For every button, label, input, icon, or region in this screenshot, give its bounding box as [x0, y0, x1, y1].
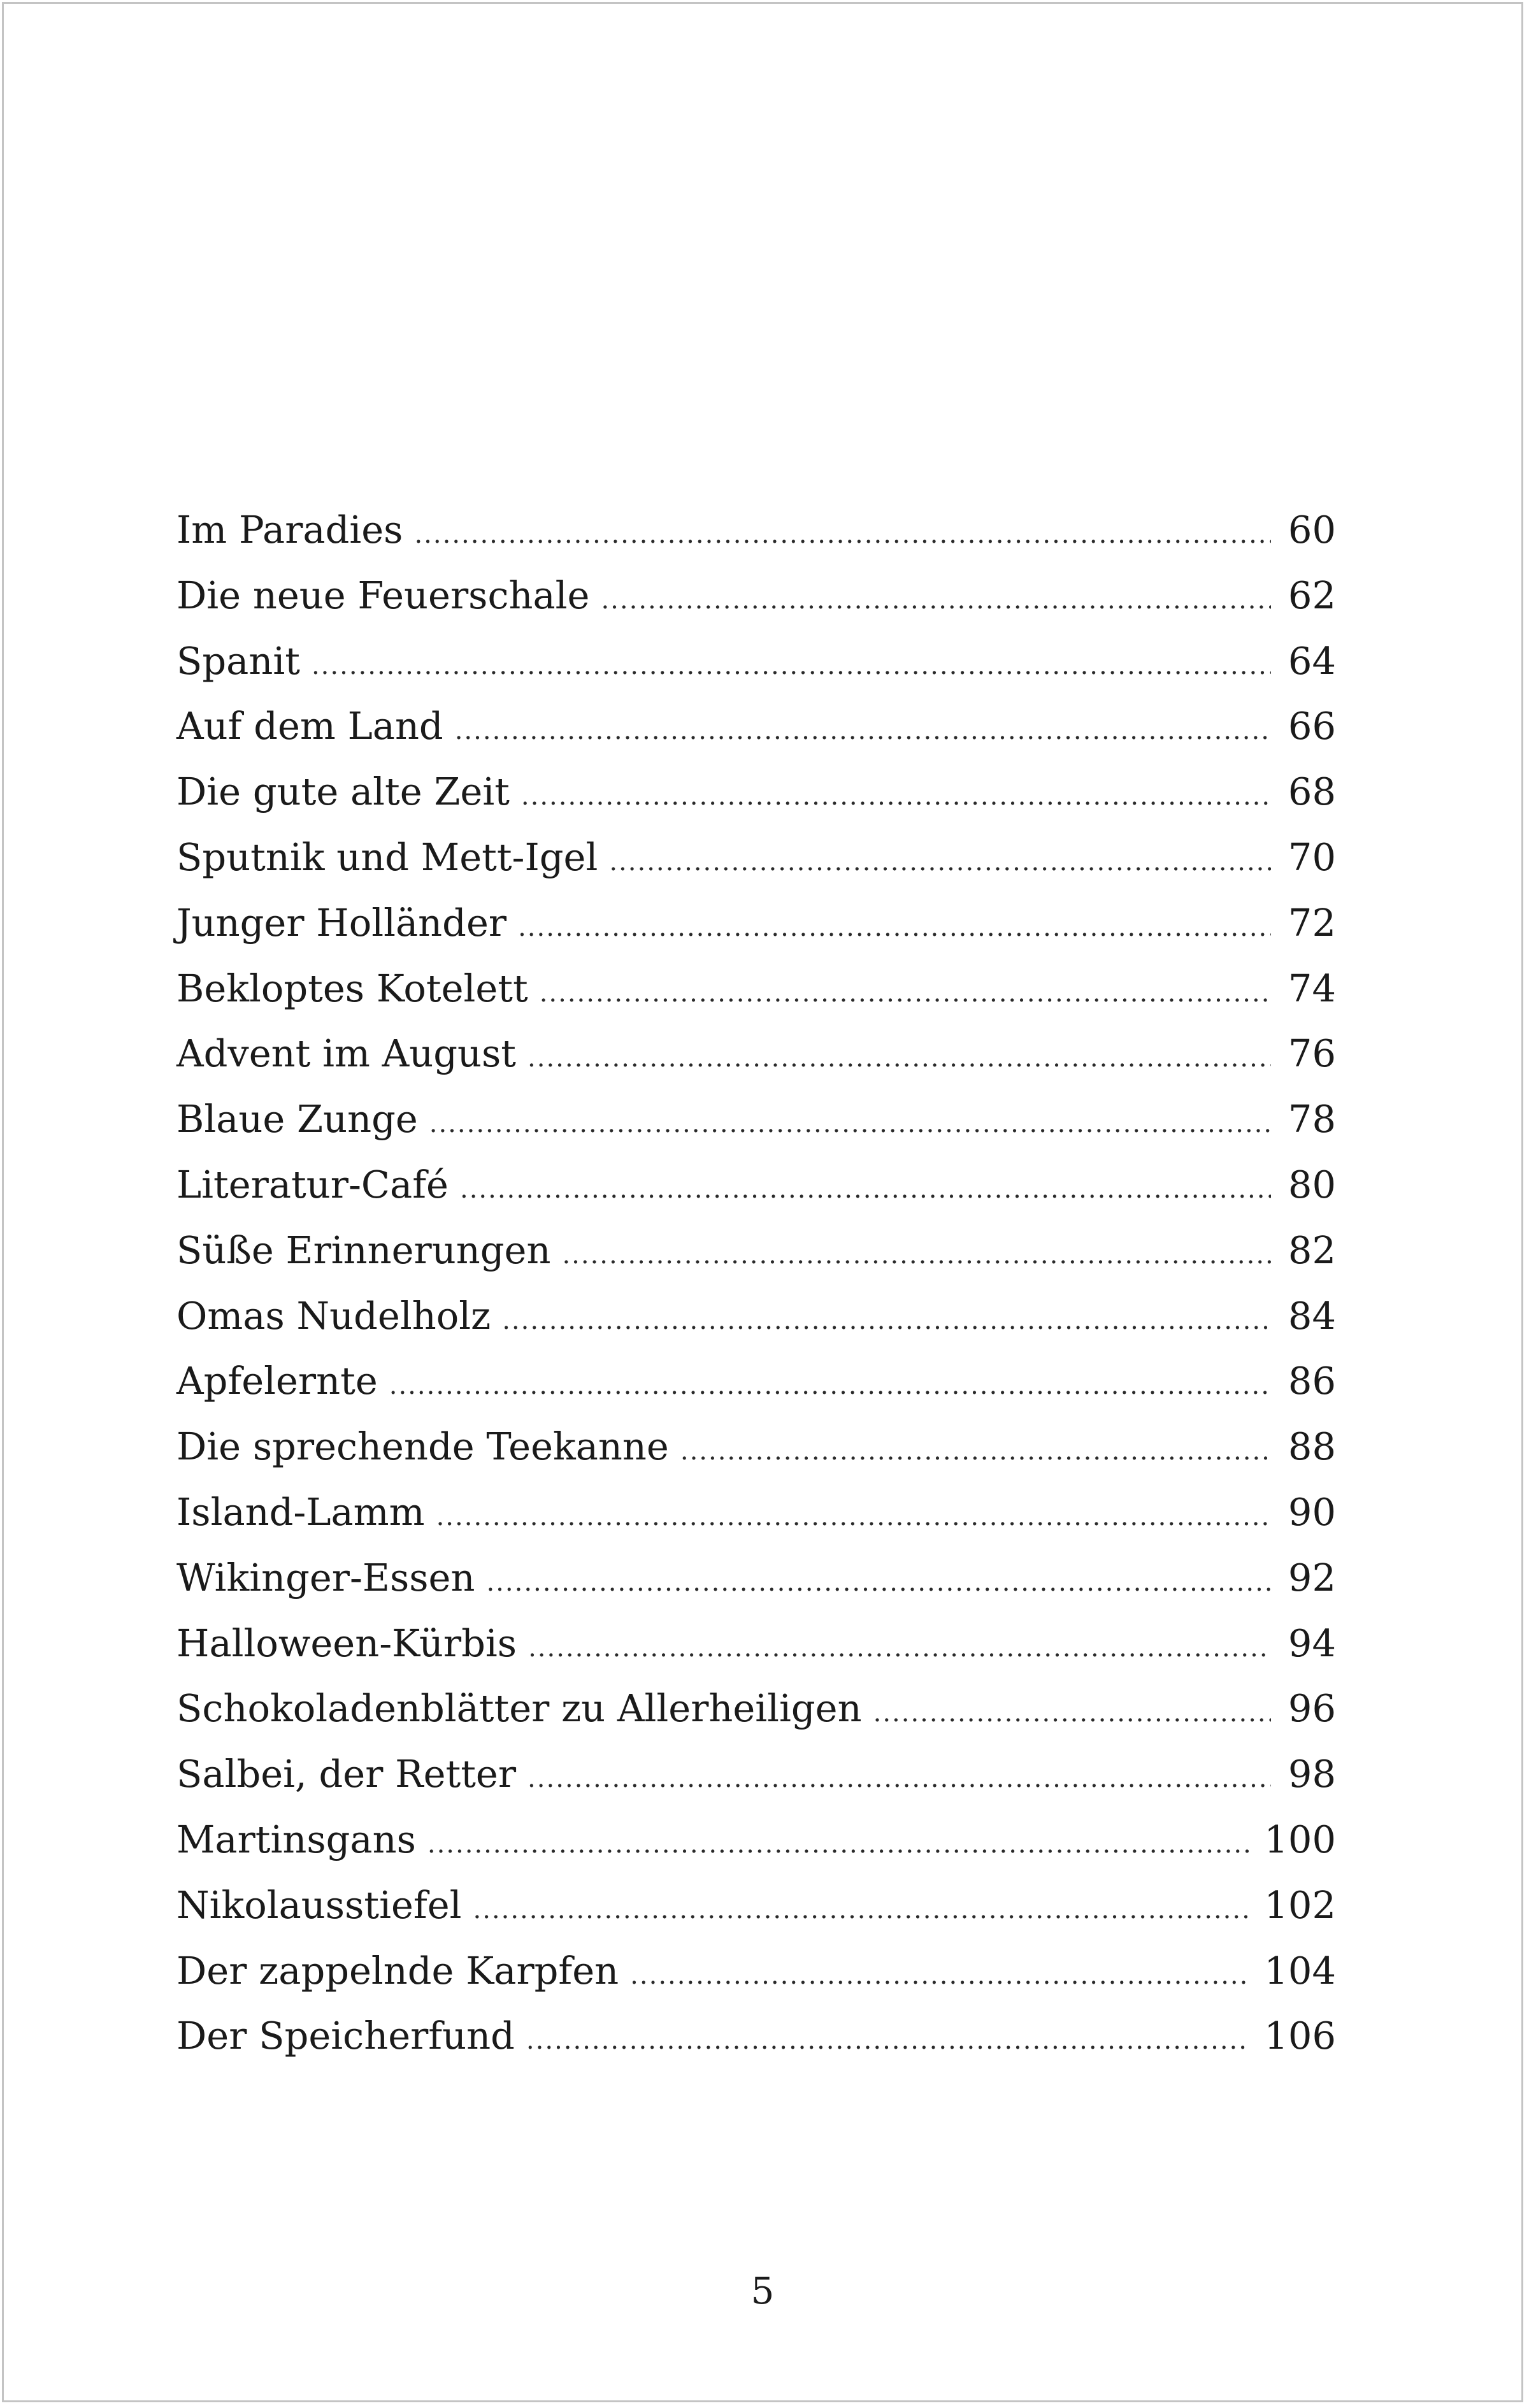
toc-entry-title: Die gute alte Zeit	[176, 770, 510, 814]
toc-entry-page-number: 84	[1288, 1293, 1336, 1338]
toc-entry-title: Literatur-Café	[176, 1162, 449, 1207]
toc-entry-title: Martinsgans	[176, 1817, 416, 1861]
toc-entry-title: Der zappelnde Karpfen	[176, 1948, 619, 1993]
toc-entry	[176, 1939, 1336, 2004]
table-of-contents	[176, 498, 1336, 2069]
dot-leader	[436, 1484, 1271, 1550]
toc-entry-title: Süße Erinnerungen	[176, 1228, 551, 1272]
toc-entry-title: Die sprechende Teekanne	[176, 1424, 669, 1469]
dot-leader	[526, 2008, 1250, 2074]
toc-entry-page-number: 88	[1288, 1424, 1336, 1469]
toc-entry-page-number: 92	[1288, 1555, 1336, 1600]
toc-entry-page-number: 90	[1288, 1489, 1336, 1534]
toc-entry	[176, 694, 1336, 759]
toc-entry	[176, 1414, 1336, 1480]
toc-entry-page-number: 82	[1288, 1228, 1336, 1272]
toc-entry-page-number: 78	[1288, 1097, 1336, 1142]
toc-entry-page-number: 86	[1288, 1359, 1336, 1403]
toc-entry-title: Der Speicherfund	[176, 2014, 515, 2058]
dot-leader	[873, 1681, 1271, 1746]
toc-entry-page-number: 102	[1264, 1882, 1336, 1927]
toc-entry-page-number: 68	[1288, 770, 1336, 814]
toc-entry	[176, 1021, 1336, 1087]
toc-entry-title: Salbei, der Retter	[176, 1752, 517, 1796]
dot-leader	[521, 764, 1271, 829]
toc-entry	[176, 825, 1336, 891]
dot-leader	[680, 1419, 1271, 1484]
toc-entry	[176, 563, 1336, 629]
dot-leader	[312, 633, 1271, 699]
toc-entry-page-number: 76	[1288, 1031, 1336, 1076]
toc-entry	[176, 1087, 1336, 1152]
dot-leader	[414, 502, 1271, 568]
toc-entry	[176, 1873, 1336, 1939]
dot-leader	[502, 1288, 1271, 1354]
page-number: 5	[750, 2269, 775, 2312]
dot-leader	[429, 1091, 1271, 1157]
toc-entry-title: Sputnik und Mett-Igel	[176, 835, 598, 879]
toc-entry-title: Blaue Zunge	[176, 1097, 418, 1142]
toc-entry-page-number: 66	[1288, 704, 1336, 749]
toc-entry	[176, 759, 1336, 825]
toc-entry-title: Bekloptes Kotelett	[176, 966, 528, 1010]
toc-entry	[176, 629, 1336, 694]
toc-entry-page-number: 70	[1288, 835, 1336, 879]
toc-entry-page-number: 98	[1288, 1752, 1336, 1796]
dot-leader	[389, 1353, 1271, 1419]
dot-leader	[486, 1550, 1271, 1616]
toc-entry	[176, 1218, 1336, 1284]
toc-entry-page-number: 72	[1288, 900, 1336, 945]
toc-entry	[176, 2003, 1336, 2069]
toc-entry-title: Junger Holländer	[176, 900, 507, 945]
toc-entry	[176, 1807, 1336, 1873]
toc-entry-title: Im Paradies	[176, 508, 403, 552]
dot-leader	[460, 1157, 1271, 1222]
toc-entry	[176, 1152, 1336, 1218]
toc-entry-title: Wikinger-Essen	[176, 1555, 475, 1600]
toc-entry-page-number: 60	[1288, 508, 1336, 552]
toc-entry-page-number: 94	[1288, 1621, 1336, 1665]
toc-entry	[176, 891, 1336, 956]
toc-entry-page-number: 104	[1264, 1948, 1336, 1993]
toc-entry-title: Island-Lamm	[176, 1489, 425, 1534]
toc-entry-page-number: 62	[1288, 573, 1336, 617]
toc-entry-page-number: 64	[1288, 638, 1336, 683]
toc-entry-title: Spanit	[176, 638, 300, 683]
toc-entry-page-number: 80	[1288, 1162, 1336, 1207]
toc-entry-title: Schokoladenblätter zu Allerheiligen	[176, 1686, 862, 1731]
dot-leader	[528, 1746, 1271, 1812]
toc-entry-page-number: 100	[1264, 1817, 1336, 1861]
toc-entry	[176, 1611, 1336, 1677]
toc-entry-title: Omas Nudelholz	[176, 1293, 491, 1338]
toc-entry	[176, 1480, 1336, 1545]
dot-leader	[528, 1026, 1271, 1091]
toc-entry	[176, 498, 1336, 563]
dot-leader	[528, 1616, 1271, 1681]
toc-entry	[176, 956, 1336, 1022]
toc-entry-title: Die neue Feuerschale	[176, 573, 590, 617]
dot-leader	[609, 829, 1271, 895]
toc-entry-title: Auf dem Land	[176, 704, 443, 749]
toc-entry-page-number: 96	[1288, 1686, 1336, 1731]
toc-entry-title: Apfelernte	[176, 1359, 378, 1403]
dot-leader	[518, 895, 1271, 961]
dot-leader	[630, 1943, 1250, 2009]
toc-entry	[176, 1676, 1336, 1742]
toc-entry-title: Nikolausstiefel	[176, 1882, 462, 1927]
toc-entry	[176, 1284, 1336, 1349]
dot-leader	[562, 1222, 1271, 1288]
toc-entry	[176, 1545, 1336, 1611]
book-page	[2, 2, 1523, 2402]
toc-entry-title: Halloween-Kürbis	[176, 1621, 517, 1665]
dot-leader	[540, 961, 1271, 1026]
toc-entry	[176, 1349, 1336, 1414]
dot-leader	[455, 698, 1271, 764]
toc-entry	[176, 1742, 1336, 1807]
toc-entry-page-number: 106	[1264, 2014, 1336, 2058]
toc-entry-title: Advent im August	[176, 1031, 517, 1076]
dot-leader	[427, 1812, 1251, 1877]
dot-leader	[473, 1877, 1250, 1943]
toc-entry-page-number: 74	[1288, 966, 1336, 1010]
dot-leader	[601, 568, 1271, 633]
